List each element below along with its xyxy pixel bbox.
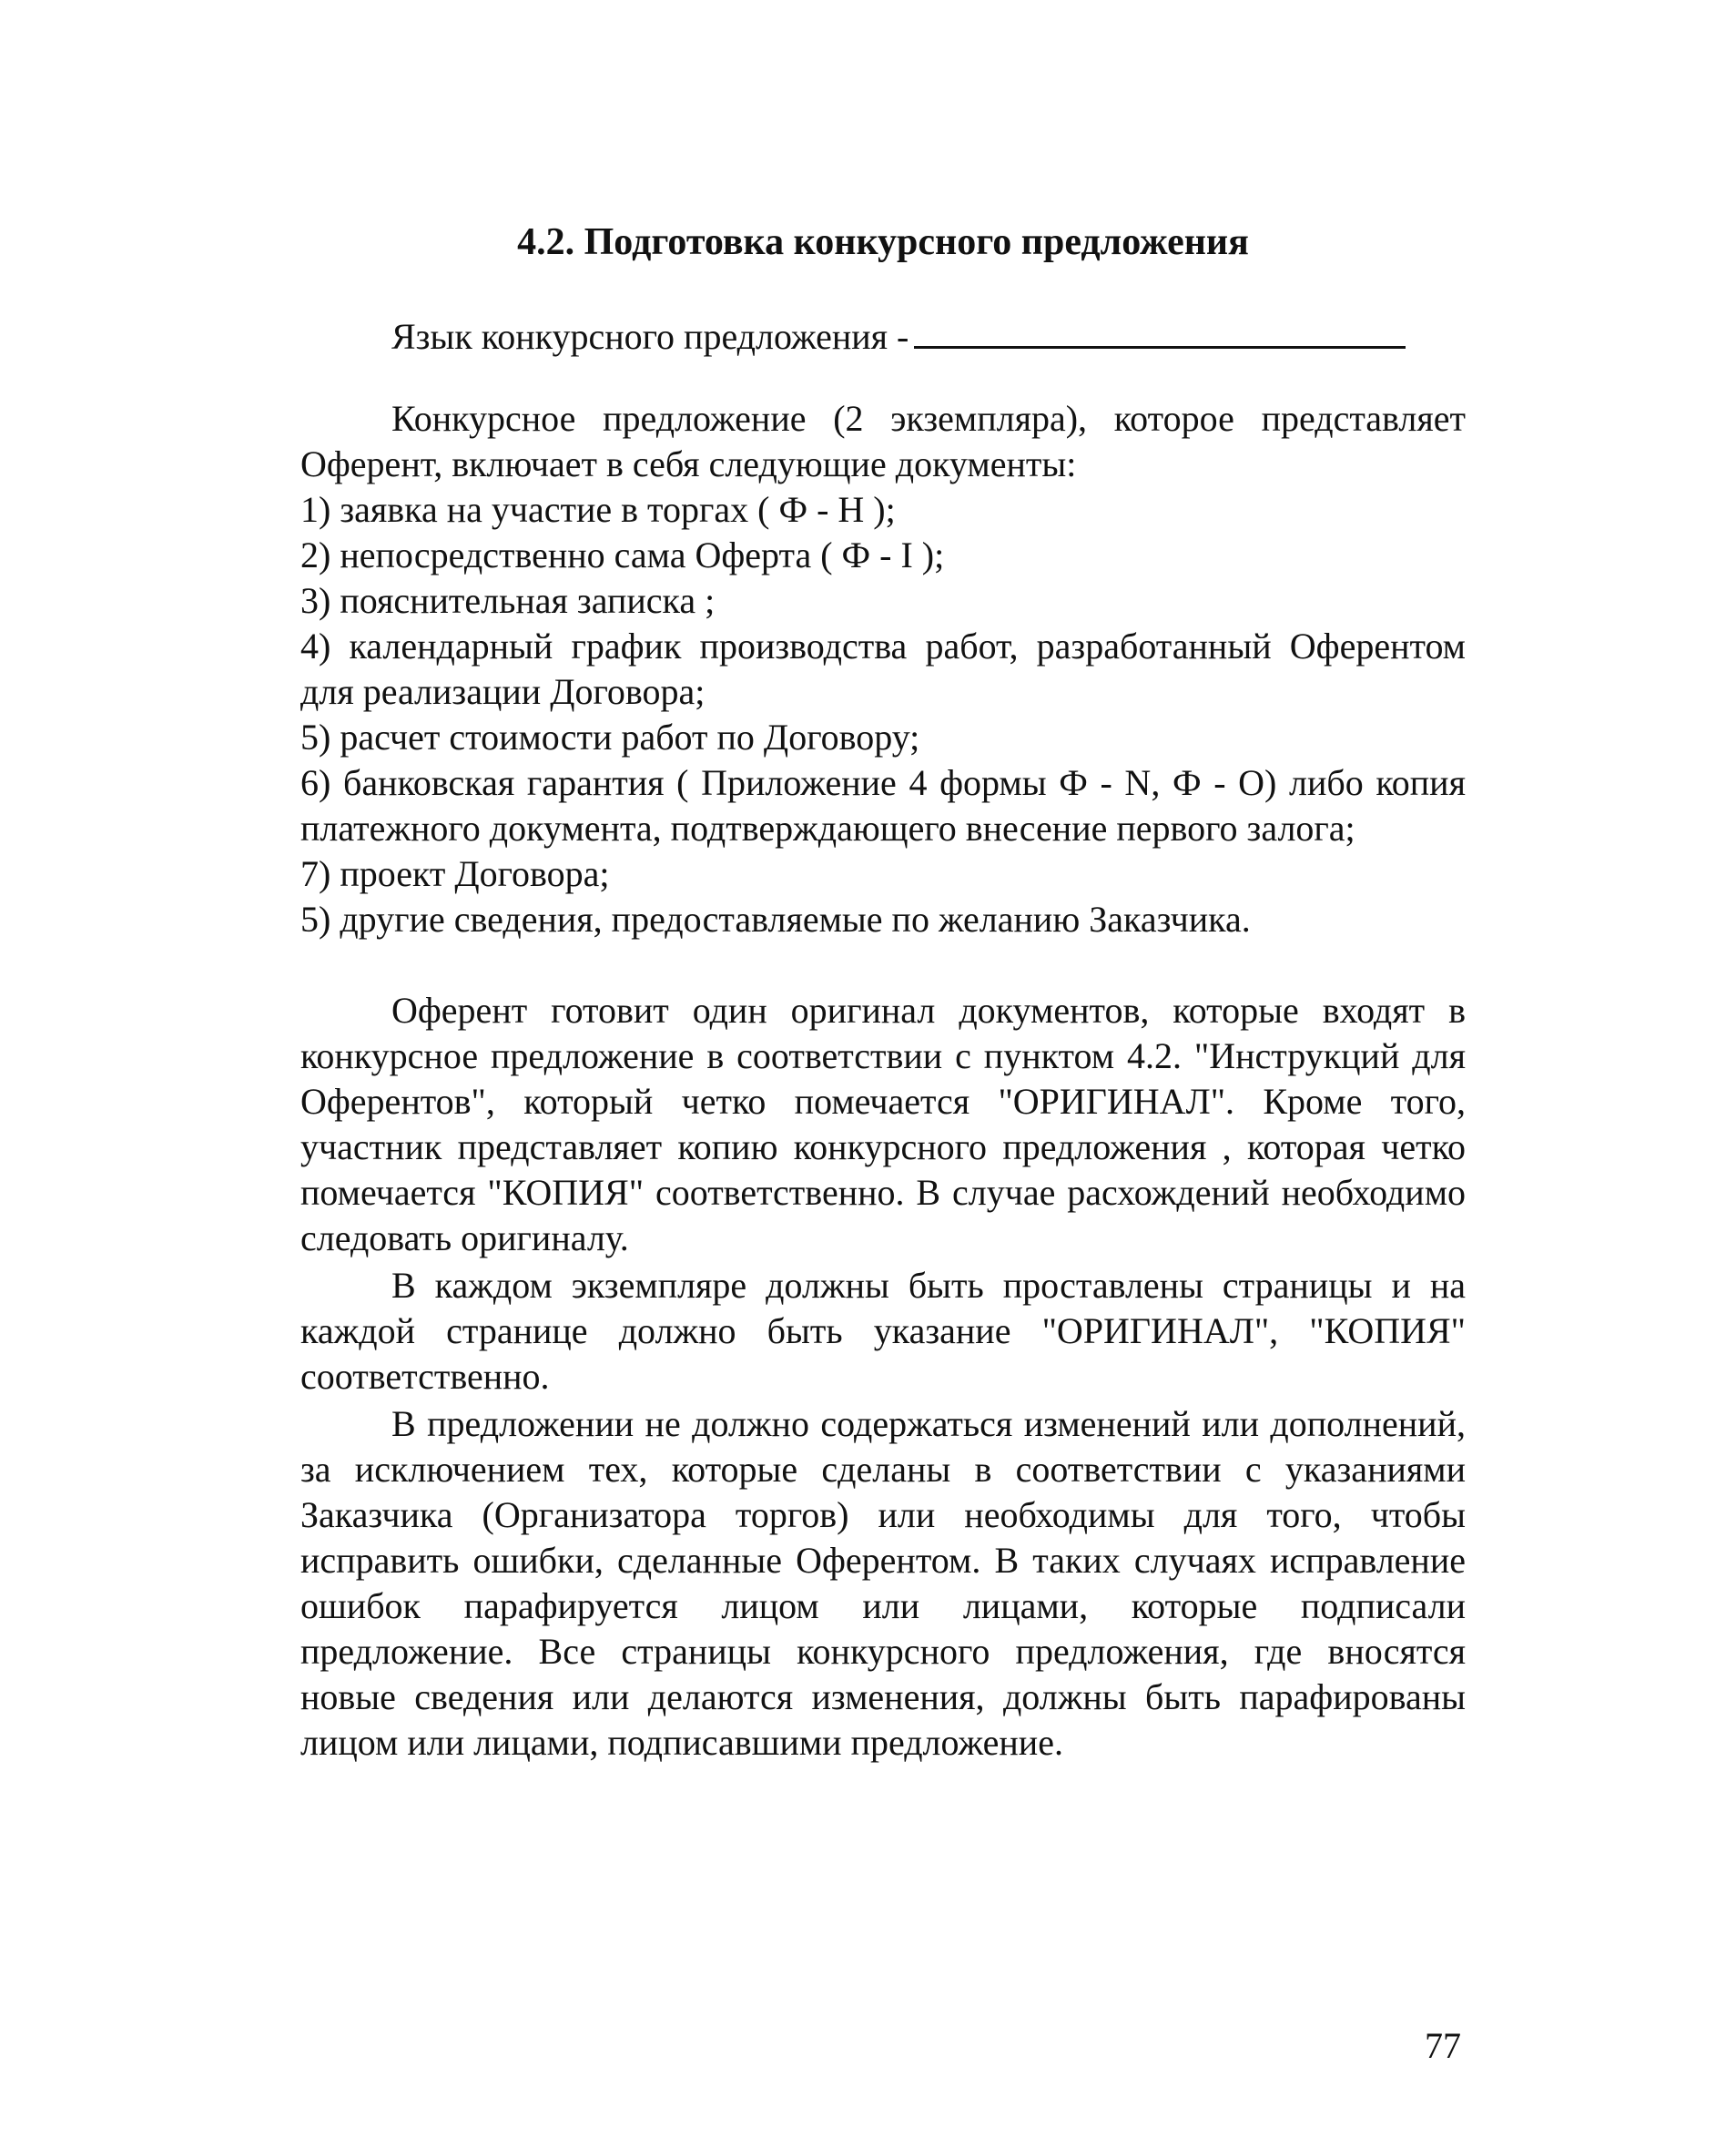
intro-paragraph: Конкурсное предложение (2 экземпляра), которое представляет Оферент, включает в себя следующие документы: [300, 398, 1466, 484]
paragraph-page-marking: В каждом экземпляре должны быть проставлены страницы и на каждой странице должно быть указание "ОРИГИНАЛ", "КОПИЯ" соответственно. [300, 1265, 1466, 1397]
section-title: 4.2. Подготовка конкурсного предложения [517, 221, 1249, 263]
list-item: 1) заявка на участие в торгах ( Ф - Н ); [300, 489, 896, 530]
list-item: 3) пояснительная записка ; [300, 580, 716, 621]
page-number: 77 [1425, 2025, 1461, 2066]
paragraph-original-copy: Оферент готовит один оригинал документов, которые входят в конкурсное предложение в соответствии с пунктом 4.2. "Инструкций для Оферентов", который четко помечается "ОРИГИНАЛ". Кроме того, участник представляет копию конкурсного предложения , которая четко помечается "КОПИЯ" соответственно. В случае расхождений необходимо следовать оригиналу. [300, 990, 1466, 1258]
language-label: Язык конкурсного предложения - [391, 316, 909, 357]
document-list [300, 487, 1466, 942]
list-item: 2) непосредственно сама Оферта ( Ф - I ); [300, 534, 945, 575]
document-page [300, 219, 1466, 1766]
list-item: 5) расчет стоимости работ по Договору; [300, 717, 920, 758]
list-item: 4) календарный график производства работ, разработанный Оферентом для реализации Договора; [300, 626, 1466, 712]
list-item: 5) другие сведения, предоставляемые по желанию Заказчика. [300, 899, 1251, 940]
list-item: 6) банковская гарантия ( Приложение 4 формы Ф - N, Ф - О) либо копия платежного документа, подтверждающего внесение первого залога; [300, 762, 1466, 849]
paragraph-corrections: В предложении не должно содержаться изменений или дополнений, за исключением тех, которые сделаны в соответствии с указаниями Заказчика (Организатора торгов) или необходимы для того, чтобы исправить ошибки, сделанные Оферентом. В таких случаях исправление ошибок парафируется лицом или лицами, которые подписали предложение. Все страницы конкурсного предложения, где вносятся новые сведения или делаются изменения, должны быть парафированы лицом или лицами, подписавшими предложение. [300, 1403, 1466, 1763]
language-line [300, 313, 1466, 360]
language-blank-line [914, 313, 1406, 349]
list-item: 7) проект Договора; [300, 853, 610, 894]
